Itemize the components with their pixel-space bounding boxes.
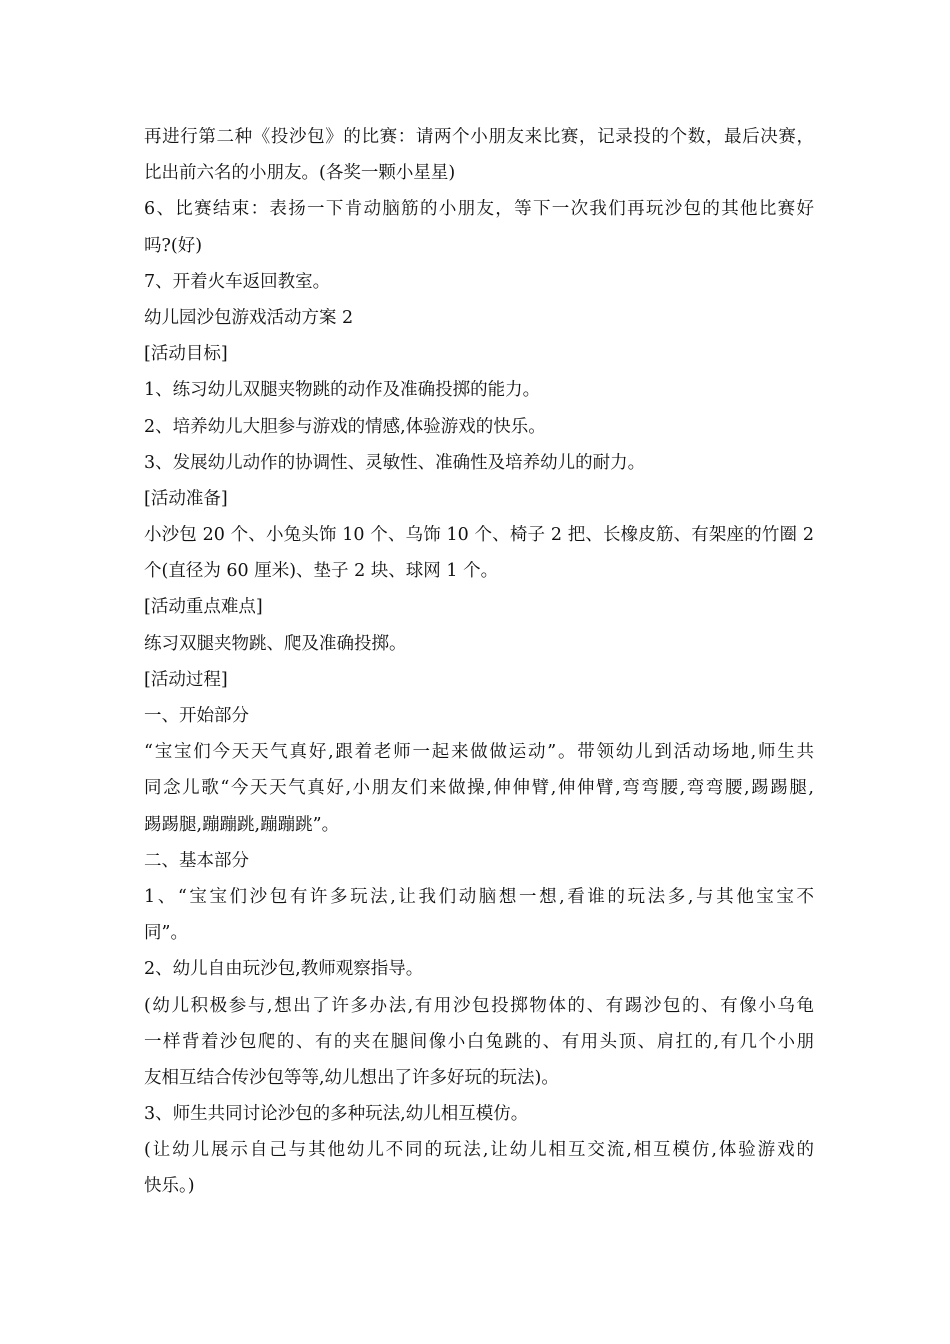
section-heading: [活动重点难点] [144, 597, 263, 618]
text-line: 再进行第二种《投沙包》的比赛：请两个小朋友来比赛，记录投的个数，最后决赛， [144, 127, 814, 147]
text-line: 吗?(好) [144, 235, 203, 256]
text-line: 友相互结合传沙包等等,幼儿想出了许多好玩的玩法)。 [144, 1067, 559, 1088]
text-line: 2、幼儿自由玩沙包,教师观察指导。 [144, 959, 424, 980]
text-line: 一样背着沙包爬的、有的夹在腿间像小白兔跳的、有用头顶、肩扛的,有几个小朋 [144, 1031, 814, 1052]
text-line: 7、开着火车返回教室。 [144, 271, 331, 292]
document-body [144, 119, 814, 1205]
text-line: 比出前六名的小朋友。(各奖一颗小星星) [144, 163, 456, 184]
text-line: (让幼儿展示自己与其他幼儿不同的玩法,让幼儿相互交流,相互模仿,体验游戏的 [144, 1140, 814, 1161]
text-line: 1、练习幼儿双腿夹物跳的动作及准确投掷的能力。 [144, 380, 541, 401]
text-line: (幼儿积极参与,想出了许多办法,有用沙包投掷物体的、有踢沙包的、有像小乌龟 [144, 995, 814, 1016]
text-line: 2、培养幼儿大胆参与游戏的情感,体验游戏的快乐。 [144, 416, 546, 437]
subsection-heading: 一、开始部分 [144, 706, 249, 726]
section-heading: [活动过程] [144, 669, 228, 690]
text-line: 1、“宝宝们沙包有许多玩法,让我们动脑想一想,看谁的玩法多,与其他宝宝不 [144, 886, 814, 907]
text-line: 快乐。) [144, 1176, 195, 1197]
text-line: 小沙包 20 个、小兔头饰 10 个、乌饰 10 个、椅子 2 把、长橡皮筋、有架座的竹圈 2 [144, 525, 814, 546]
section-heading: [活动目标] [144, 344, 228, 365]
text-line: 3、师生共同讨论沙包的多种玩法,幼儿相互模仿。 [144, 1104, 529, 1125]
text-line: 6、比赛结束：表扬一下肯动脑筋的小朋友，等下一次我们再玩沙包的其他比赛好 [144, 199, 814, 220]
section-heading: [活动准备] [144, 488, 228, 509]
text-line: “宝宝们今天天气真好,跟着老师一起来做做运动”。带领幼儿到活动场地,师生共 [144, 742, 814, 763]
text-line: 同”。 [144, 923, 188, 944]
text-line: 同念儿歌“今天天气真好,小朋友们来做操,伸伸臂,伸伸臂,弯弯腰,弯弯腰,踢踢腿, [144, 778, 814, 799]
subsection-heading: 二、基本部分 [144, 850, 249, 871]
text-line: 3、发展幼儿动作的协调性、灵敏性、准确性及培养幼儿的耐力。 [144, 452, 646, 473]
section-title: 幼儿园沙包游戏活动方案 2 [144, 307, 354, 328]
text-line: 个(直径为 60 厘米)、垫子 2 块、球网 1 个。 [144, 561, 499, 582]
text-line: 练习双腿夹物跳、爬及准确投掷。 [144, 633, 407, 654]
text-line: 踢踢腿,蹦蹦跳,蹦蹦跳”。 [144, 814, 340, 835]
